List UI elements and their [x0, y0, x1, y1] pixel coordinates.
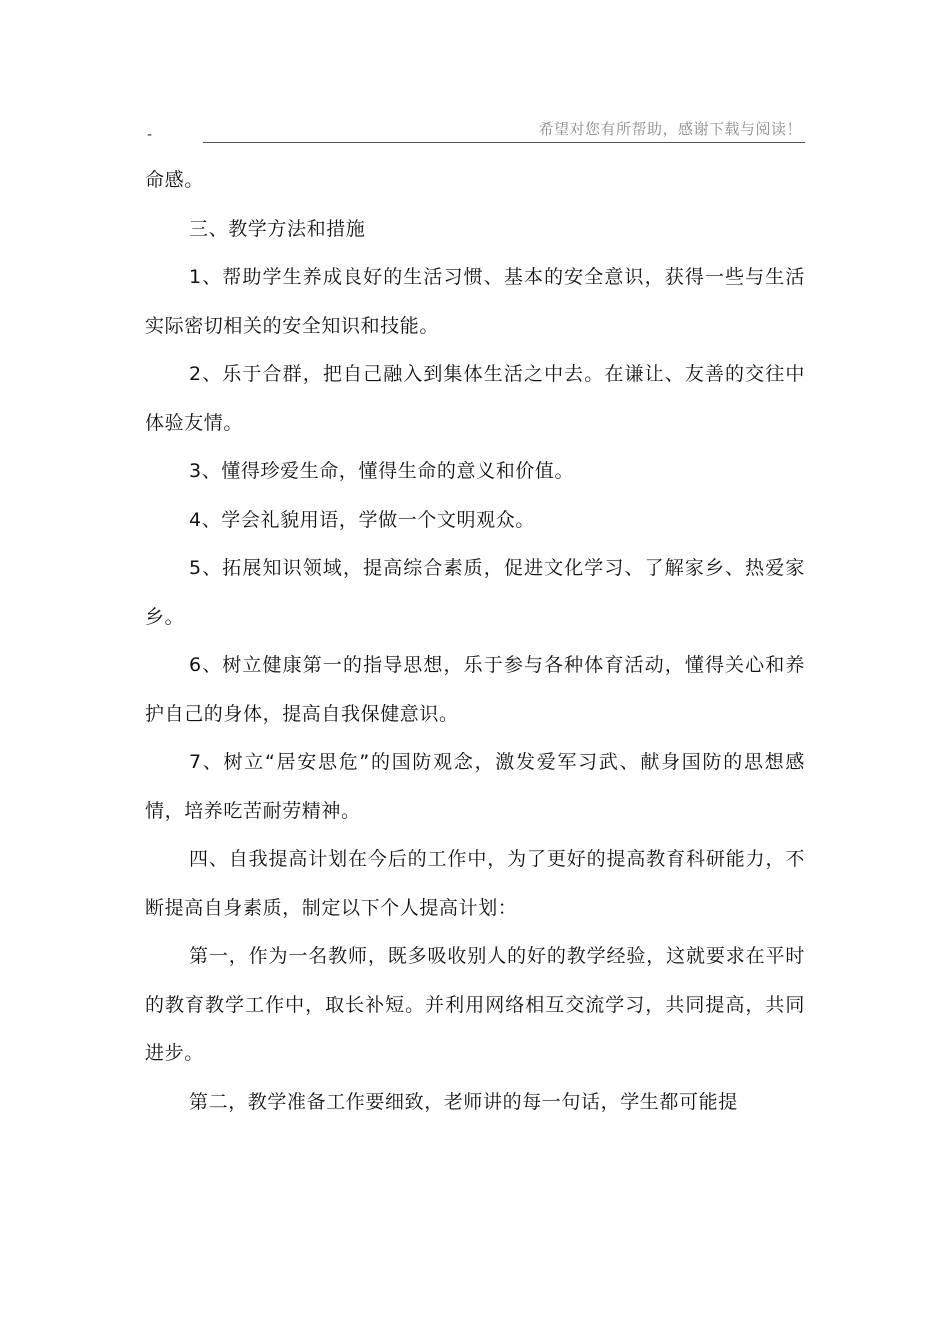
list-item: 3、懂得珍爱生命，懂得生命的意义和价值。 [189, 460, 575, 482]
section-heading-self-improvement: 四、自我提高计划在今后的工作中，为了更好的提高教育科研能力，不断提高自身素质，制定以下个人提高计划： [145, 848, 805, 919]
list-item: 1、帮助学生养成良好的生活习惯、基本的安全意识，获得一些与生活实际密切相关的安全知识和技能。 [145, 266, 805, 337]
list-item: 7、树立“居安思危”的国防观念，激发爱军习武、献身国防的思想感情，培养吃苦耐劳精神。 [145, 751, 805, 822]
header-dash: - [147, 127, 153, 143]
paragraph-continuation: 命感。 [145, 169, 204, 191]
document-body [145, 156, 805, 1126]
list-item: 6、树立健康第一的指导思想，乐于参与各种体育活动，懂得关心和养护自己的身体，提高自我保健意识。 [145, 654, 805, 725]
paragraph: 第一，作为一名教师，既多吸收别人的好的教学经验，这就要求在平时的教育教学工作中，取长补短。并利用网络相互交流学习，共同提高，共同进步。 [145, 945, 805, 1064]
list-item: 2、乐于合群，把自己融入到集体生活之中去。在谦让、友善的交往中体验友情。 [145, 363, 805, 434]
section-heading-teaching-methods: 三、教学方法和措施 [189, 217, 366, 240]
list-item: 4、学会礼貌用语，学做一个文明观众。 [189, 508, 535, 531]
list-item: 5、拓展知识领域，提高综合素质，促进文化学习、了解家乡、热爱家乡。 [145, 557, 805, 628]
header-rule [203, 142, 805, 143]
header-note: 希望对您有所帮助，感谢下载与阅读！ [538, 120, 802, 138]
paragraph: 第二，教学准备工作要细致，老师讲的每一句话，学生都可能提 [189, 1090, 738, 1113]
